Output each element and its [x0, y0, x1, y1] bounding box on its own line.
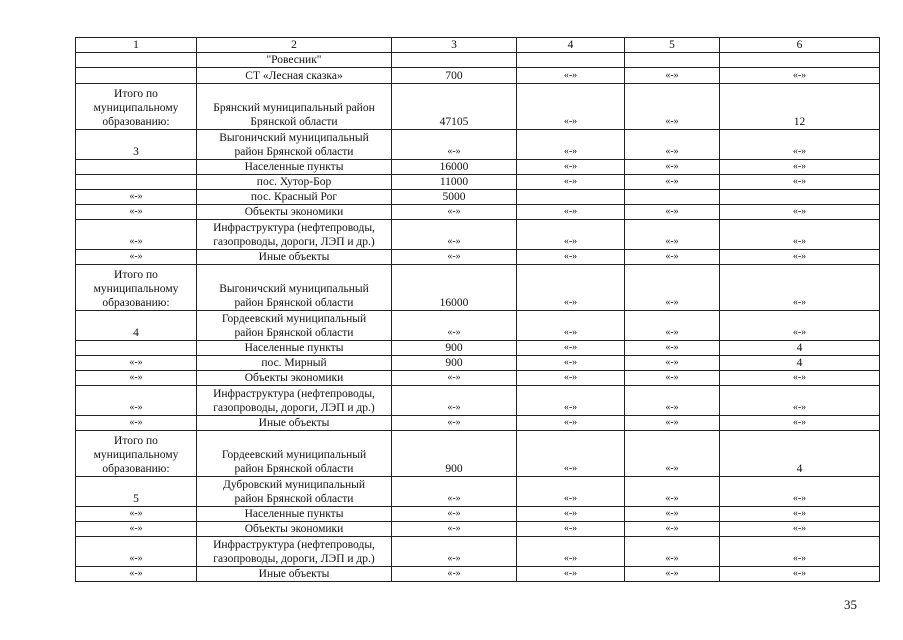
table-cell: «-» [625, 68, 720, 84]
table-cell [76, 175, 197, 190]
table-cell: «-» [625, 386, 720, 416]
table-cell: «-» [720, 205, 880, 220]
table-row [76, 84, 880, 130]
table-cell: «-» [76, 220, 197, 250]
table-cell: «-» [517, 311, 625, 341]
table-cell: «-» [625, 431, 720, 477]
table-cell: Выгоничский муниципальный район Брянской области [197, 130, 392, 160]
table-row [76, 68, 880, 84]
table-cell [76, 68, 197, 84]
table-cell: Инфраструктура (нефтепроводы, газопроводы, дороги, ЛЭП и др.) [197, 537, 392, 567]
table-cell: «-» [720, 567, 880, 582]
table-row [76, 130, 880, 160]
table-cell: 16000 [392, 265, 517, 311]
table-row [76, 205, 880, 220]
table-cell: «-» [625, 416, 720, 431]
table-row [76, 416, 880, 431]
table-row [76, 265, 880, 311]
table-cell: «-» [392, 220, 517, 250]
table-cell: «-» [392, 537, 517, 567]
table-row [76, 507, 880, 522]
table-row [76, 250, 880, 265]
table-cell: «-» [720, 250, 880, 265]
table-body [76, 38, 880, 582]
table-cell [392, 53, 517, 68]
table-cell [517, 53, 625, 68]
table-cell: Инфраструктура (нефтепроводы, газопроводы, дороги, ЛЭП и др.) [197, 386, 392, 416]
table-cell: «-» [625, 130, 720, 160]
table-row [76, 311, 880, 341]
table-cell: «-» [76, 567, 197, 582]
column-header: 1 [76, 38, 197, 53]
table-cell: «-» [720, 522, 880, 537]
table-cell: 4 [76, 311, 197, 341]
table-cell: 5 [76, 477, 197, 507]
table-cell: «-» [392, 567, 517, 582]
table-cell: 16000 [392, 160, 517, 175]
table-cell: «-» [76, 537, 197, 567]
table-cell: «-» [392, 522, 517, 537]
table-cell: «-» [517, 265, 625, 311]
table-cell: «-» [392, 250, 517, 265]
table-cell: 700 [392, 68, 517, 84]
table-cell: «-» [720, 371, 880, 386]
table-cell: «-» [517, 356, 625, 371]
column-header: 4 [517, 38, 625, 53]
table-cell: «-» [392, 371, 517, 386]
table-cell: Брянский муниципальный район Брянской области [197, 84, 392, 130]
table-cell: «-» [76, 190, 197, 205]
table-cell: 900 [392, 431, 517, 477]
table-cell: «-» [625, 477, 720, 507]
header-row [76, 38, 880, 53]
table-cell: «-» [625, 250, 720, 265]
table-cell: пос. Красный Рог [197, 190, 392, 205]
table-cell: Итого по муниципальному образованию: [76, 84, 197, 130]
table-cell: Объекты экономики [197, 371, 392, 386]
table-cell: «-» [517, 341, 625, 356]
table-cell [625, 53, 720, 68]
table-row [76, 220, 880, 250]
table-cell: «-» [625, 160, 720, 175]
table-cell: «-» [392, 477, 517, 507]
table-cell: «-» [625, 507, 720, 522]
table-cell: «-» [720, 160, 880, 175]
table-cell: «-» [720, 386, 880, 416]
table-cell: «-» [392, 130, 517, 160]
table-row [76, 190, 880, 205]
table-cell: Населенные пункты [197, 507, 392, 522]
table-cell: «-» [517, 477, 625, 507]
table-cell: «-» [720, 537, 880, 567]
table-cell: 11000 [392, 175, 517, 190]
table-cell [720, 190, 880, 205]
table-cell: «-» [517, 205, 625, 220]
table-cell: Инфраструктура (нефтепроводы, газопроводы, дороги, ЛЭП и др.) [197, 220, 392, 250]
table-row [76, 537, 880, 567]
table-cell: «-» [517, 431, 625, 477]
table-cell: «-» [517, 220, 625, 250]
table-cell: «-» [392, 311, 517, 341]
table-cell: «-» [517, 522, 625, 537]
column-header: 5 [625, 38, 720, 53]
table-cell: Гордеевский муниципальный район Брянской области [197, 311, 392, 341]
table-cell: «-» [720, 507, 880, 522]
table-cell: 12 [720, 84, 880, 130]
table-cell: «-» [392, 507, 517, 522]
table-cell: 4 [720, 356, 880, 371]
table-cell: «-» [720, 311, 880, 341]
table-cell: «-» [625, 84, 720, 130]
table-row [76, 341, 880, 356]
table-cell: «-» [517, 175, 625, 190]
table-cell: 4 [720, 341, 880, 356]
table-cell: «-» [720, 477, 880, 507]
table-cell: «-» [517, 84, 625, 130]
table-cell: «-» [625, 522, 720, 537]
table-cell: Объекты экономики [197, 205, 392, 220]
table-cell: 900 [392, 341, 517, 356]
table-cell: СТ «Лесная сказка» [197, 68, 392, 84]
table-cell: «-» [517, 68, 625, 84]
table-cell: «-» [76, 250, 197, 265]
table-cell: «-» [76, 416, 197, 431]
table-row [76, 371, 880, 386]
table-cell: Населенные пункты [197, 160, 392, 175]
data-table [75, 37, 880, 582]
table-row [76, 175, 880, 190]
table-cell: «-» [625, 567, 720, 582]
table-cell: Гордеевский муниципальный район Брянской области [197, 431, 392, 477]
table-cell: «-» [625, 537, 720, 567]
table-cell: 47105 [392, 84, 517, 130]
table-cell: «-» [392, 386, 517, 416]
column-header: 6 [720, 38, 880, 53]
table-row [76, 53, 880, 68]
table-cell [720, 53, 880, 68]
table-cell: «-» [517, 371, 625, 386]
table-cell: 4 [720, 431, 880, 477]
table-cell: «-» [392, 416, 517, 431]
table-cell: «-» [720, 220, 880, 250]
table-cell: «-» [517, 507, 625, 522]
table-cell: «-» [517, 416, 625, 431]
table-cell: «-» [625, 356, 720, 371]
table-cell: Итого по муниципальному образованию: [76, 265, 197, 311]
table-cell: «-» [625, 175, 720, 190]
table-cell: «-» [76, 356, 197, 371]
table-cell: Иные объекты [197, 567, 392, 582]
table-cell: пос. Хутор-Бор [197, 175, 392, 190]
table-cell: «-» [517, 160, 625, 175]
table-cell: «-» [625, 265, 720, 311]
page-number: 35 [844, 597, 857, 612]
table-cell: «-» [76, 205, 197, 220]
table-cell: «-» [392, 205, 517, 220]
table-cell: Итого по муниципальному образованию: [76, 431, 197, 477]
table-cell: 3 [76, 130, 197, 160]
table-cell: «-» [517, 537, 625, 567]
table-cell: Объекты экономики [197, 522, 392, 537]
table-cell: «-» [625, 371, 720, 386]
table-cell: «-» [625, 205, 720, 220]
table-cell: Иные объекты [197, 250, 392, 265]
table-cell: «-» [76, 386, 197, 416]
table-cell: «-» [720, 68, 880, 84]
table-cell: «-» [625, 220, 720, 250]
table-row [76, 567, 880, 582]
table-cell [76, 160, 197, 175]
table-cell: «-» [720, 265, 880, 311]
table-cell: пос. Мирный [197, 356, 392, 371]
table-cell: Населенные пункты [197, 341, 392, 356]
table-cell: «-» [76, 371, 197, 386]
table-cell: «-» [517, 250, 625, 265]
table-cell: «-» [720, 175, 880, 190]
table-cell: Дубровский муниципальный район Брянской области [197, 477, 392, 507]
table-row [76, 356, 880, 371]
table-cell: 5000 [392, 190, 517, 205]
table-cell: «-» [625, 311, 720, 341]
table-cell: «-» [517, 386, 625, 416]
table-cell: "Ровесник" [197, 53, 392, 68]
table-row [76, 477, 880, 507]
table-row [76, 431, 880, 477]
table-row [76, 386, 880, 416]
table-cell: «-» [517, 567, 625, 582]
table-cell: «-» [517, 130, 625, 160]
table-cell: «-» [76, 507, 197, 522]
table-cell: «-» [625, 341, 720, 356]
table-cell [76, 341, 197, 356]
table-cell: Выгоничский муниципальный район Брянской области [197, 265, 392, 311]
table-cell [625, 190, 720, 205]
table-cell: Иные объекты [197, 416, 392, 431]
column-header: 3 [392, 38, 517, 53]
table-cell: «-» [720, 416, 880, 431]
table-cell [76, 53, 197, 68]
table-row [76, 160, 880, 175]
table-cell: «-» [720, 130, 880, 160]
table-row [76, 522, 880, 537]
table-cell [517, 190, 625, 205]
column-header: 2 [197, 38, 392, 53]
table-cell: 900 [392, 356, 517, 371]
table-cell: «-» [76, 522, 197, 537]
